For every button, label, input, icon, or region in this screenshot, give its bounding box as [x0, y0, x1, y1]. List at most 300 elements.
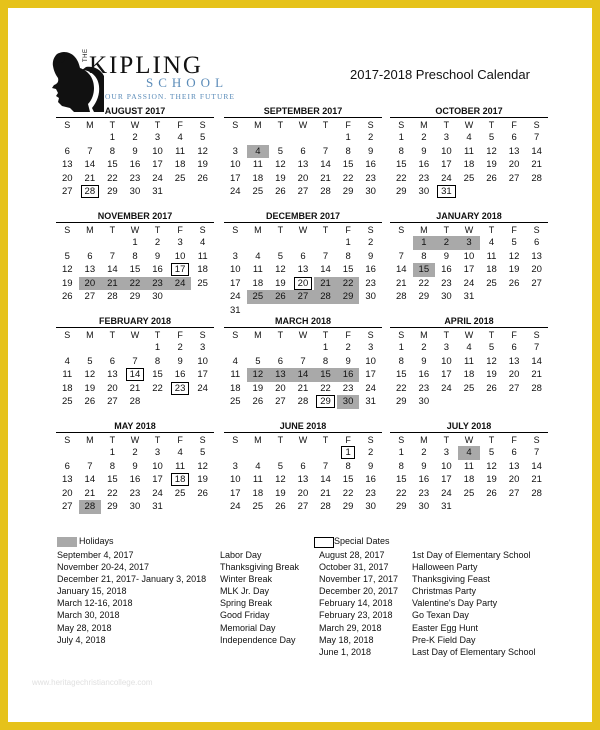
day-cell: 14: [84, 474, 96, 486]
day-cell: 24: [229, 501, 241, 513]
day-cell: 2: [368, 132, 374, 144]
month-name: APRIL 2018: [444, 316, 494, 326]
weekday-header: F: [177, 329, 183, 340]
weekday-header: F: [177, 119, 183, 130]
day-cell: 9: [132, 460, 138, 472]
legend-entry: Thanksgiving Feast: [412, 574, 491, 585]
day-cell: 13: [508, 145, 520, 157]
empty-day: [292, 304, 315, 318]
weekday-header: W: [298, 434, 308, 445]
empty-day: [247, 131, 270, 145]
day-cell: 26: [84, 396, 96, 408]
weekday-header: S: [232, 329, 239, 340]
special-day: 31: [435, 185, 458, 199]
day-cell: 2: [154, 237, 161, 249]
day-cell: 23: [418, 487, 430, 499]
empty-day: [79, 131, 102, 145]
day-cell: 21: [531, 369, 542, 381]
month-name: MARCH 2018: [274, 316, 332, 326]
holiday-day: 12: [247, 368, 270, 382]
legend-entry: Labor Day: [220, 550, 262, 560]
day-cell: 5: [277, 250, 284, 262]
weekday-header: W: [298, 119, 308, 130]
day-cell: 14: [531, 145, 542, 157]
day-cell: 25: [229, 396, 241, 408]
empty-day: [224, 446, 247, 460]
day-cell: 30: [129, 186, 141, 198]
weekday-header: T: [109, 224, 116, 235]
weekday-header: M: [86, 329, 94, 340]
day-cell: 29: [342, 186, 354, 198]
legend-entry: Memorial Day: [220, 622, 276, 633]
day-cell: 15: [395, 474, 407, 486]
day-cell: 23: [418, 172, 430, 184]
weekday-header: W: [464, 434, 474, 445]
day-cell: 6: [511, 447, 517, 459]
weekday-header: F: [511, 434, 517, 445]
day-cell: 12: [61, 264, 73, 276]
legend-entry: Christmas Party: [412, 586, 477, 597]
empty-day: [169, 395, 192, 409]
weekday-header: T: [277, 434, 284, 445]
legend-entry: Good Friday: [220, 610, 270, 621]
day-cell: 5: [277, 145, 284, 157]
weekday-header: F: [511, 329, 517, 340]
holiday-day: 24: [169, 277, 192, 291]
day-cell: 11: [252, 474, 263, 486]
day-cell: 11: [175, 145, 186, 157]
weekday-header: T: [109, 434, 116, 445]
logo-school: SCHOOL: [146, 75, 229, 90]
special-day: 17: [169, 263, 192, 277]
day-cell: 5: [87, 355, 93, 367]
day-cell: 14: [395, 264, 407, 276]
weekday-header: W: [130, 224, 140, 235]
day-cell: 15: [342, 264, 354, 276]
weekday-header: F: [511, 224, 517, 235]
legend-entry: Spring Break: [220, 598, 273, 609]
legend-entry: Thanksgiving Break: [220, 562, 300, 573]
day-cell: 6: [511, 342, 517, 354]
empty-day: [269, 304, 292, 318]
day-cell: 10: [441, 460, 452, 472]
weekday-header: S: [64, 119, 71, 130]
day-cell: 13: [107, 369, 118, 381]
day-cell: 30: [418, 396, 430, 408]
day-cell: 24: [229, 291, 241, 303]
day-cell: 4: [255, 250, 261, 262]
day-cell: 19: [486, 369, 497, 381]
day-cell: 21: [531, 474, 542, 486]
month-calendar: [390, 106, 548, 199]
month-name: JULY 2018: [446, 421, 492, 431]
day-cell: 8: [322, 355, 329, 367]
day-cell: 3: [154, 132, 161, 144]
day-cell: 7: [534, 447, 540, 459]
month-calendar: [224, 211, 382, 317]
day-cell: 18: [61, 382, 73, 394]
weekday-header: W: [464, 329, 474, 340]
day-cell: 24: [152, 172, 163, 184]
empty-day: [169, 500, 192, 514]
day-cell: 6: [109, 355, 116, 367]
day-cell: 10: [152, 460, 163, 472]
day-cell: 19: [197, 474, 208, 486]
legend-entry: March 12-16, 2018: [57, 598, 133, 609]
empty-day: [269, 446, 292, 460]
month-calendar: [390, 211, 548, 304]
day-cell: 14: [320, 474, 331, 486]
day-cell: 27: [61, 501, 73, 513]
legend-entry: November 20-24, 2017: [57, 562, 150, 573]
weekday-header: S: [64, 224, 71, 235]
empty-day: [292, 446, 315, 460]
holiday-date-list: [57, 549, 206, 646]
day-cell: 9: [177, 355, 183, 367]
day-cell: 21: [320, 487, 331, 499]
legend-entry: March 30, 2018: [57, 610, 120, 621]
day-cell: 19: [61, 277, 73, 289]
month-calendar: [390, 316, 548, 409]
day-cell: 29: [418, 291, 430, 303]
day-cell: 18: [486, 264, 497, 276]
day-cell: 16: [418, 159, 430, 171]
day-cell: 31: [463, 291, 475, 303]
special-day: 23: [169, 382, 192, 396]
weekday-header: W: [130, 119, 140, 130]
day-cell: 28: [129, 396, 141, 408]
day-cell: 6: [300, 145, 306, 157]
day-cell: 8: [398, 460, 404, 472]
legend-entry: August 28, 2017: [319, 550, 385, 560]
special-day: 29: [314, 395, 337, 409]
day-cell: 13: [297, 474, 309, 486]
day-cell: 16: [365, 474, 376, 486]
day-cell: 18: [463, 159, 475, 171]
day-cell: 24: [197, 382, 208, 394]
day-cell: 15: [129, 264, 141, 276]
legend-entry: October 31, 2017: [319, 562, 389, 573]
day-cell: 3: [443, 447, 450, 459]
day-cell: 7: [322, 145, 329, 157]
day-cell: 18: [229, 382, 241, 394]
day-cell: 3: [232, 460, 238, 472]
day-cell: 21: [129, 382, 141, 394]
day-cell: 27: [84, 291, 96, 303]
day-cell: 7: [109, 250, 116, 262]
day-cell: 13: [297, 264, 309, 276]
day-cell: 1: [322, 342, 329, 354]
special-date-swatch: [314, 537, 334, 548]
day-cell: 6: [64, 145, 70, 157]
day-cell: 14: [531, 460, 542, 472]
day-cell: 29: [395, 186, 407, 198]
holiday-day: 27: [292, 290, 315, 304]
day-cell: 19: [252, 382, 264, 394]
day-cell: 8: [109, 460, 116, 472]
empty-day: [191, 185, 214, 199]
empty-day: [314, 131, 337, 145]
month-calendar: [390, 421, 548, 514]
special-date-list: [319, 549, 398, 658]
day-cell: 19: [275, 172, 286, 184]
day-cell: 23: [365, 277, 376, 289]
weekday-header: W: [130, 434, 140, 445]
day-cell: 16: [441, 264, 452, 276]
day-cell: 26: [197, 487, 208, 499]
day-cell: 18: [252, 277, 264, 289]
day-cell: 1: [398, 447, 404, 459]
weekday-header: S: [232, 434, 239, 445]
month-calendar: [56, 316, 214, 409]
empty-day: [480, 395, 503, 409]
empty-day: [169, 185, 192, 199]
day-cell: 22: [418, 277, 430, 289]
empty-day: [435, 395, 458, 409]
weekday-header: S: [199, 434, 206, 445]
day-cell: 22: [395, 487, 407, 499]
day-cell: 11: [62, 369, 73, 381]
day-cell: 25: [174, 487, 186, 499]
day-cell: 20: [508, 474, 520, 486]
day-cell: 7: [322, 250, 329, 262]
empty-day: [146, 395, 169, 409]
day-cell: 26: [275, 186, 286, 198]
weekday-header: W: [298, 329, 308, 340]
day-cell: 1: [109, 132, 116, 144]
day-cell: 30: [152, 291, 163, 303]
day-cell: 9: [154, 250, 161, 262]
day-cell: 22: [320, 382, 331, 394]
day-cell: 26: [252, 396, 264, 408]
day-cell: 27: [297, 501, 309, 513]
day-cell: 20: [508, 369, 520, 381]
day-cell: 28: [297, 396, 309, 408]
day-cell: 27: [508, 172, 520, 184]
day-cell: 15: [107, 159, 118, 171]
day-cell: 11: [486, 250, 497, 262]
weekday-header: T: [109, 119, 116, 130]
day-cell: 16: [365, 264, 376, 276]
day-cell: 30: [365, 291, 376, 303]
day-cell: 20: [275, 382, 286, 394]
day-cell: 10: [365, 355, 376, 367]
weekday-header: S: [199, 329, 206, 340]
day-cell: 22: [395, 382, 407, 394]
legend-entry: May 18, 2018: [319, 634, 374, 645]
day-cell: 8: [345, 250, 351, 262]
day-cell: 19: [508, 264, 520, 276]
day-cell: 6: [300, 460, 306, 472]
day-cell: 25: [252, 501, 264, 513]
day-cell: 10: [229, 264, 241, 276]
weekday-header: S: [367, 434, 374, 445]
weekday-header: S: [398, 119, 405, 130]
day-cell: 12: [275, 474, 286, 486]
holiday-day: 21: [101, 277, 124, 291]
day-cell: 24: [463, 277, 475, 289]
day-cell: 31: [152, 501, 163, 513]
day-cell: 7: [534, 342, 540, 354]
day-cell: 16: [418, 369, 430, 381]
day-cell: 27: [107, 396, 118, 408]
empty-day: [292, 236, 315, 250]
holiday-day: 4: [247, 145, 270, 159]
legend-entry: May 28, 2018: [57, 622, 112, 633]
day-cell: 9: [421, 355, 427, 367]
day-cell: 11: [175, 460, 186, 472]
day-cell: 12: [197, 145, 208, 157]
weekday-header: F: [345, 224, 351, 235]
day-cell: 13: [61, 474, 73, 486]
day-cell: 25: [197, 277, 208, 289]
day-cell: 21: [84, 172, 96, 184]
weekday-header: T: [443, 329, 450, 340]
day-cell: 5: [255, 355, 261, 367]
month-calendar: [224, 421, 382, 514]
empty-day: [480, 500, 503, 514]
day-cell: 25: [174, 172, 186, 184]
weekday-header: T: [322, 224, 329, 235]
day-cell: 7: [534, 132, 540, 144]
day-cell: 30: [441, 291, 452, 303]
holiday-day: 28: [79, 500, 102, 514]
month-calendar: [224, 316, 382, 409]
day-cell: 19: [275, 277, 286, 289]
empty-day: [224, 236, 247, 250]
day-cell: 5: [511, 237, 517, 249]
empty-day: [292, 341, 315, 355]
special-day: 18: [169, 473, 192, 487]
day-cell: 27: [297, 186, 309, 198]
day-cell: 9: [421, 145, 427, 157]
legend-entry: 1st Day of Elementary School: [412, 550, 531, 560]
empty-day: [247, 341, 270, 355]
special-dates-legend-label: Special Dates: [334, 536, 390, 546]
legend-entry: June 1, 2018: [319, 646, 372, 657]
day-cell: 21: [84, 487, 96, 499]
day-cell: 9: [368, 250, 374, 262]
day-cell: 23: [365, 487, 376, 499]
day-cell: 7: [398, 250, 404, 262]
weekday-header: T: [488, 434, 495, 445]
day-cell: 28: [107, 291, 118, 303]
day-cell: 2: [421, 342, 427, 354]
day-cell: 1: [345, 237, 351, 249]
empty-day: [269, 341, 292, 355]
day-cell: 26: [486, 487, 497, 499]
day-cell: 11: [230, 369, 241, 381]
empty-day: [503, 500, 526, 514]
day-cell: 29: [107, 501, 118, 513]
day-cell: 2: [368, 237, 374, 249]
special-name-list: [412, 549, 536, 658]
weekday-header: W: [130, 329, 140, 340]
holiday-day: 16: [337, 368, 360, 382]
day-cell: 12: [486, 355, 497, 367]
weekday-header: S: [232, 224, 239, 235]
day-cell: 17: [463, 264, 475, 276]
empty-day: [292, 131, 315, 145]
month-calendar: [224, 106, 382, 199]
day-cell: 14: [84, 159, 96, 171]
month-calendar: [56, 421, 214, 514]
day-cell: 24: [441, 487, 452, 499]
day-cell: 9: [443, 250, 450, 262]
day-cell: 28: [531, 382, 542, 394]
day-cell: 12: [486, 145, 497, 157]
day-cell: 20: [107, 382, 118, 394]
day-cell: 31: [365, 396, 376, 408]
day-cell: 14: [320, 264, 331, 276]
day-cell: 26: [275, 501, 286, 513]
day-cell: 29: [395, 501, 407, 513]
empty-day: [56, 131, 79, 145]
day-cell: 4: [466, 132, 472, 144]
empty-day: [79, 236, 102, 250]
day-cell: 24: [365, 382, 376, 394]
day-cell: 28: [531, 172, 542, 184]
weekday-header: T: [154, 329, 161, 340]
day-cell: 2: [177, 342, 183, 354]
day-cell: 11: [252, 264, 263, 276]
legend-entry: January 15, 2018: [57, 586, 127, 597]
day-cell: 12: [275, 264, 286, 276]
day-cell: 25: [463, 172, 475, 184]
day-cell: 21: [531, 159, 542, 171]
day-cell: 17: [229, 277, 241, 289]
month-calendar: [56, 106, 214, 199]
day-cell: 2: [368, 447, 374, 459]
weekday-header: T: [154, 434, 161, 445]
holiday-day: 22: [337, 277, 360, 291]
weekday-header: M: [420, 434, 428, 445]
day-cell: 25: [463, 487, 475, 499]
legend-entry: Go Texan Day: [412, 610, 469, 621]
weekday-header: M: [420, 119, 428, 130]
day-cell: 4: [200, 237, 206, 249]
weekday-header: S: [533, 434, 540, 445]
weekday-header: T: [109, 329, 116, 340]
holiday-day: 15: [314, 368, 337, 382]
holiday-day: 30: [337, 395, 360, 409]
weekday-header: S: [199, 119, 206, 130]
legend-entry: February 23, 2018: [319, 610, 393, 621]
month-name: MAY 2018: [114, 421, 156, 431]
day-cell: 24: [441, 172, 452, 184]
day-cell: 6: [300, 250, 306, 262]
day-cell: 17: [441, 159, 452, 171]
day-cell: 11: [197, 250, 208, 262]
day-cell: 12: [197, 460, 208, 472]
day-cell: 30: [418, 501, 430, 513]
weekday-header: S: [398, 434, 405, 445]
month-name: FEBRUARY 2018: [98, 316, 172, 326]
weekday-header: S: [398, 329, 405, 340]
day-cell: 20: [61, 172, 73, 184]
day-cell: 14: [320, 159, 331, 171]
day-cell: 21: [297, 382, 309, 394]
day-cell: 9: [368, 145, 374, 157]
empty-day: [224, 131, 247, 145]
day-cell: 18: [174, 159, 186, 171]
day-cell: 27: [531, 277, 542, 289]
day-cell: 19: [84, 382, 96, 394]
holiday-day: 23: [146, 277, 169, 291]
empty-day: [503, 395, 526, 409]
day-cell: 28: [320, 186, 331, 198]
day-cell: 29: [107, 186, 118, 198]
